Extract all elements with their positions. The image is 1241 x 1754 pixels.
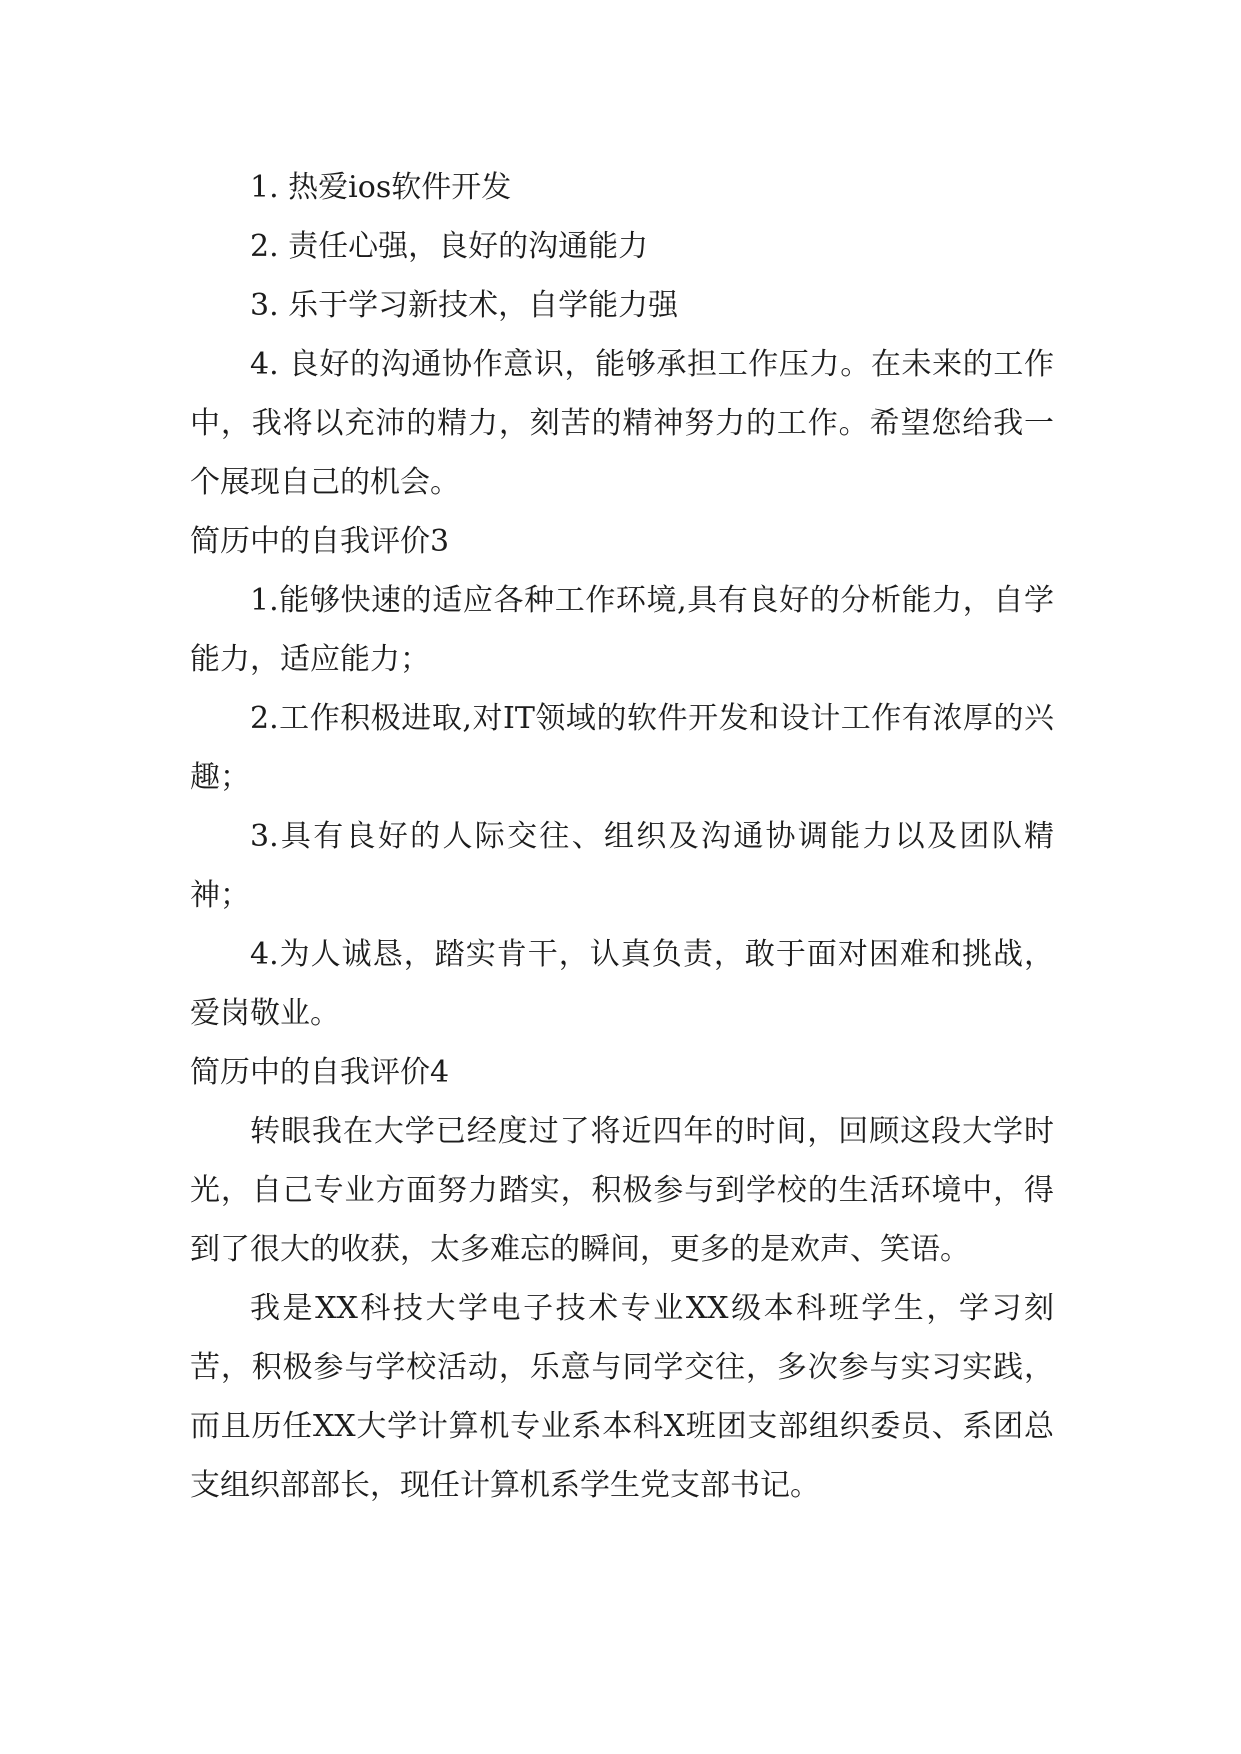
list-item: 2.工作积极进取,对IT领域的软件开发和设计工作有浓厚的兴趣； [190,701,1054,795]
section-heading: 简历中的自我评价4 [190,1055,450,1090]
list-item: 3. 乐于学习新技术，自学能力强 [250,288,679,323]
list-item: 2. 责任心强，良好的沟通能力 [250,229,649,264]
body-paragraph: 转眼我在大学已经度过了将近四年的时间，回顾这段大学时光，自己专业方面努力踏实，积极参与到学校的生活环境中，得到了很大的收获，太多难忘的瞬间，更多的是欢声、笑语。 [190,1114,1054,1267]
list-item: 3.具有良好的人际交往、组织及沟通协调能力以及团队精神； [190,819,1054,913]
document-body [190,158,1054,1515]
list-item: 4.为人诚恳，踏实肯干，认真负责，敢于面对困难和挑战，爱岗敬业。 [190,937,1054,1031]
list-item: 4. 良好的沟通协作意识，能够承担工作压力。在未来的工作中，我将以充沛的精力，刻苦的精神努力的工作。希望您给我一个展现自己的机会。 [190,347,1054,500]
list-item: 1.能够快速的适应各种工作环境,具有良好的分析能力，自学能力，适应能力； [190,583,1054,677]
section-heading: 简历中的自我评价3 [190,524,450,559]
body-paragraph: 我是XX科技大学电子技术专业XX级本科班学生，学习刻苦，积极参与学校活动，乐意与同学交往，多次参与实习实践，而且历任XX大学计算机专业系本科X班团支部组织委员、系团总支组织部部长，现任计算机系学生党支部书记。 [190,1291,1054,1503]
list-item: 1. 热爱ios软件开发 [250,170,512,205]
